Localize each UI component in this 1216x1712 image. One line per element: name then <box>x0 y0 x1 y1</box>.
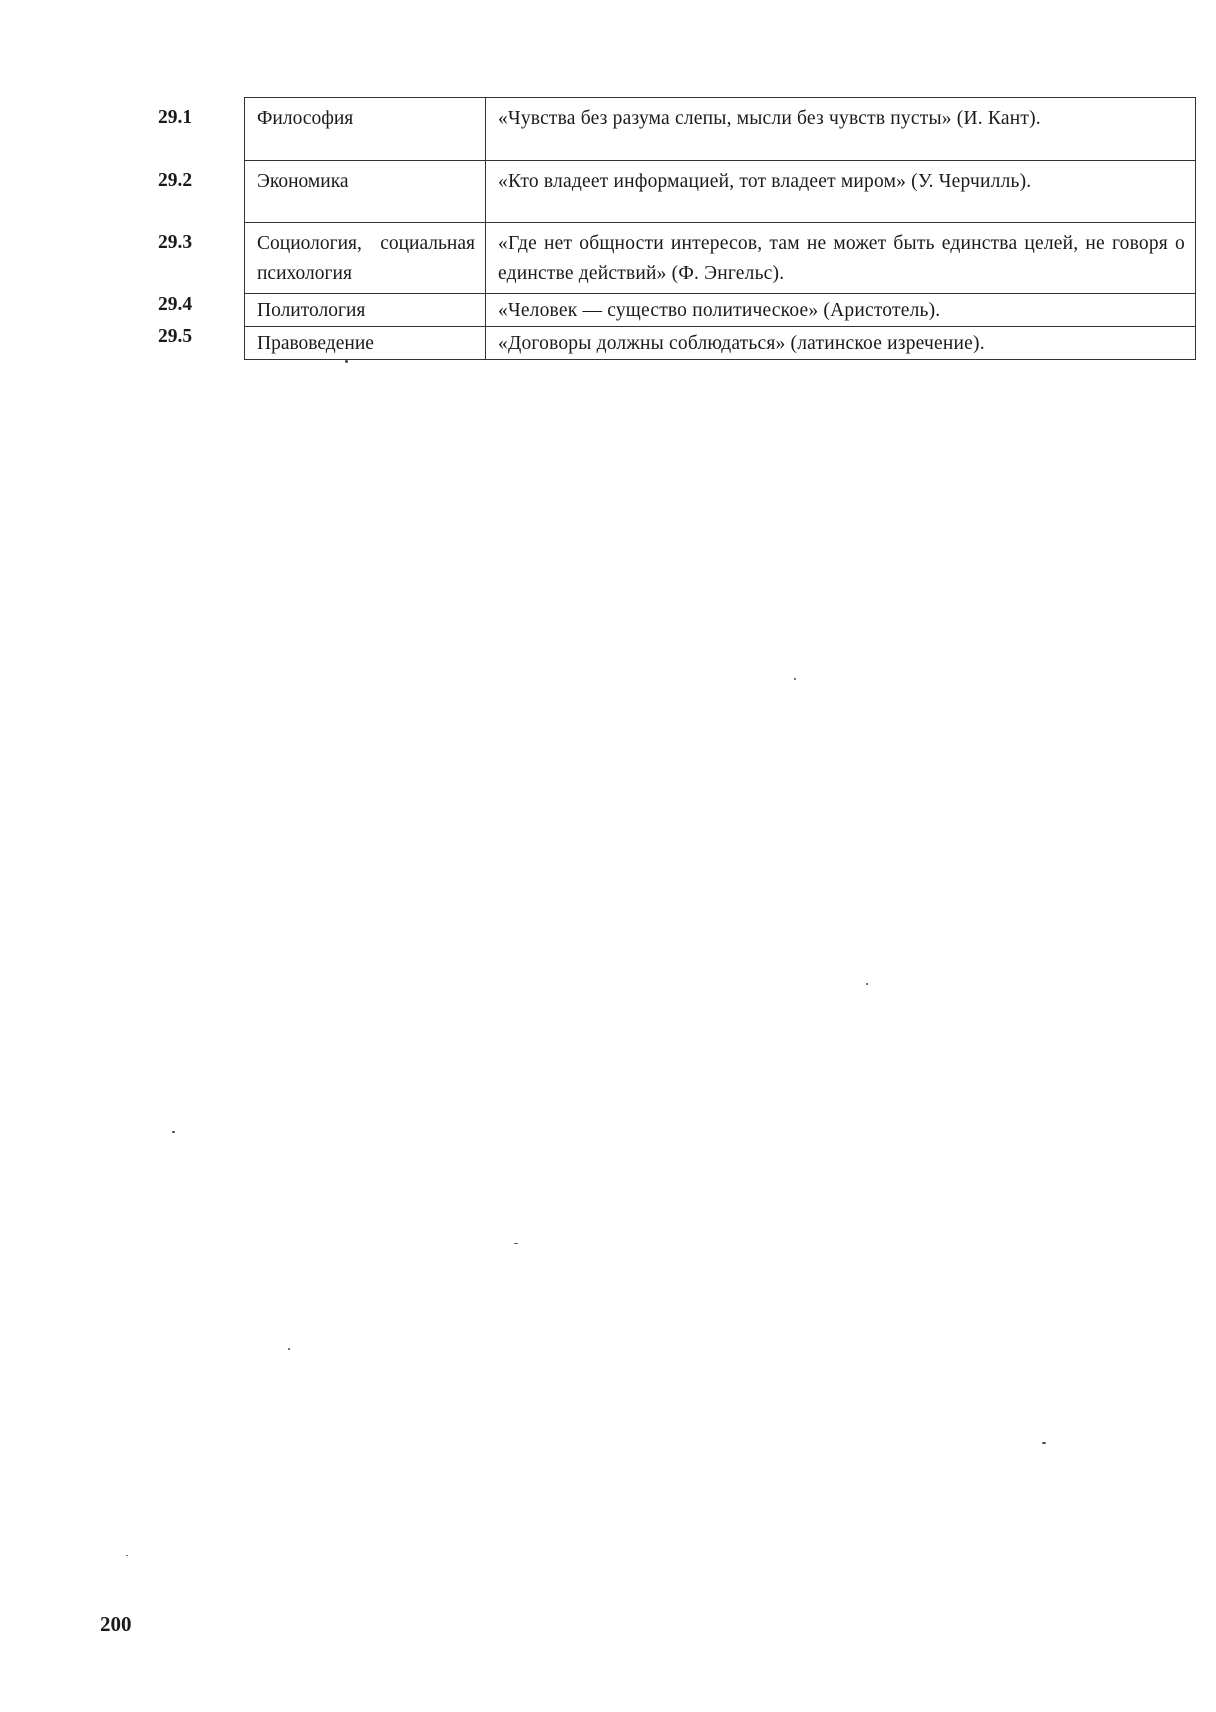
subject-cell: Философия <box>245 98 486 161</box>
quote-cell: «Договоры должны соблюдаться» (латинское изречение). <box>486 327 1196 360</box>
scan-speck <box>126 1555 128 1556</box>
table-row <box>245 294 1196 327</box>
quote-cell: «Чувства без разума слепы, мысли без чувств пусты» (И. Кант). <box>486 98 1196 161</box>
scan-speck <box>288 1348 290 1350</box>
scan-speck <box>866 983 868 985</box>
row-number-column <box>158 97 238 348</box>
row-number: 29.5 <box>158 326 193 347</box>
subject-cell: Экономика <box>245 161 486 223</box>
quote-cell: «Кто владеет информацией, тот владеет миром» (У. Черчилль). <box>486 161 1196 223</box>
subject-cell: Правоведение <box>245 327 486 360</box>
page-number: 200 <box>100 1612 132 1636</box>
table-row <box>245 161 1196 223</box>
scan-speck <box>1042 1442 1046 1444</box>
scan-speck <box>345 360 348 363</box>
table-row <box>245 223 1196 294</box>
row-number: 29.3 <box>158 232 193 253</box>
scan-speck <box>514 1243 518 1244</box>
scan-speck <box>794 678 796 680</box>
quotes-table <box>244 97 1196 360</box>
subject-cell: Политология <box>245 294 486 327</box>
row-number: 29.4 <box>158 294 193 315</box>
row-number: 29.1 <box>158 107 193 128</box>
table-row <box>245 327 1196 360</box>
scan-speck <box>172 1131 175 1133</box>
row-number: 29.2 <box>158 170 193 191</box>
subject-cell: Социология, социальная психология <box>245 223 486 294</box>
quote-cell: «Где нет общности интересов, там не может быть единства целей, не говоря о единстве действий» (Ф. Энгельс). <box>486 223 1196 294</box>
table-row <box>245 98 1196 161</box>
quote-cell: «Человек — существо политическое» (Аристотель). <box>486 294 1196 327</box>
